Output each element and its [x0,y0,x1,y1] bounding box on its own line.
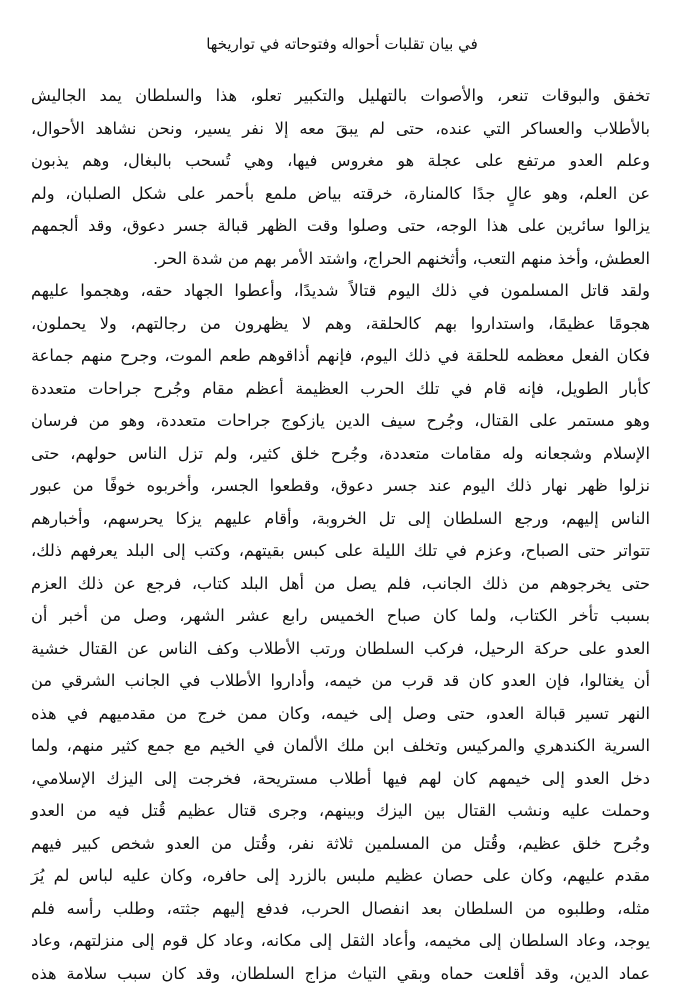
text-line: مثله، وطلبوه من السلطان بعد انفصال الحرب، فدفع إليهم جثته، وطلب رأسه فلم [31,898,650,918]
text-line: بسبب تأخر الكتاب، ولما كان صباح الخميس رابع عشر الشهر، وصل من أخبر أن [31,606,650,625]
text-line: وجُرح خلق عظيم، وقُتل من المسلمين ثلاثة نفر، وقُتل من العدو شخص كبير فيهم [31,833,650,853]
text-line: الإسلام وشجعانه وله مقامات متعددة، وجُرح خلق كثير، ولم تزل الناس حولهم، حتى [31,443,650,463]
text-line: نزلوا ظهر نهار ذلك اليوم عند جسر دعوق، وقطعوا الجسر، وأخربوه خوفًا من عبور [31,476,650,495]
paragraph-end-line: العطش، وأخذ منهم التعب، وأثخنهم الحراج، واشتد الأمر بهم من شدة الحر. [152,248,650,268]
text-line: مقدم عليهم، وكان على حصان عظيم ملبس بالزرد إلى حافره، وكان عليه لباس لم يُرَ [31,866,650,885]
text-line: هجومًا عظيمًا، واستداروا بهم كالحلقة، وهم لا يظهرون من رجالتهم، ولا يحملون، [31,313,650,333]
text-line: كأبار الطويل، فإنه قام في تلك الحرب العظيمة أعظم مقام وجُرح جراحات متعددة [31,378,650,398]
text-line: العدو على حركة الرحيل، فركب السلطان ورتب الأطلاب وكف الناس عن القتال خشية [31,638,650,658]
text-line: وعلم العدو مرتفع على عجلة هو مغروس فيها، وهي تُسحب بالبغال، وهم يذبون [31,151,650,170]
text-line: وحملت عليه ونشب القتال بين اليزك وبينهم، وجرى قتال عظيم قُتل فيه من العدو [31,801,650,820]
text-line: يزالوا سائرين على هذا الوجه، حتى وصلوا وقت الظهر قبالة جسر دعوق، وقد ألجمهم [31,216,650,235]
running-header: في بيان تقلبات أحواله وفتوحاته في تواريخها [206,35,478,53]
text-line: تتواتر حتى الصباح، وعزم في تلك الليلة على كبس بقيتهم، وكتب إلى البلد يعرفهم ذلك، [31,541,650,560]
text-line: يوجد، وعاد السلطان إلى مخيمه، وأعاد الثقل إلى مكانه، وعاد كل قوم إلى منزلتهم، وعاد [31,931,650,950]
text-line: فكان الفعل معظمه للحلقة في ذلك اليوم، فإنهم أذاقوهم طعم الموت، وجرح منهم جماعة [31,346,650,365]
text-line: السرية الكندهري والمركيس وتخلف ابن ملك الألمان في الخيم مع جمع كثير منهم، ولما [31,736,650,755]
text-line: ولقد قاتل المسلمون في ذلك اليوم قتالاً شديدًا، وأعطوا الجهاد حقه، وهجموا عليهم [31,281,650,300]
text-line: حتى يخرجوهم من ذلك الجانب، فلم يصل من أهل البلد كتاب، فرجع عن ذلك العزم [31,573,650,593]
body-text [31,80,650,990]
text-line: بالأطلاب والعساكر التي عنده، حتى لم يبقَ معه إلا نفر يسير، ونحن نشاهد الأحوال، [31,118,650,138]
text-line: تخفق والبوقات تنعر، والأصوات بالتهليل والتكبير تعلو، هذا والسلطان يمد الجاليش [31,86,650,105]
text-line: وهو مستمر على القتال، وجُرح سيف الدين يازكوج جراحات متعددة، وهو من فرسان [31,411,650,430]
text-line: دخل العدو إلى خيمهم كان لهم فيها أطلاب مستريحة، فخرجت إلى اليزك الإسلامي، [31,768,650,788]
text-line: عن العلم، وهو عالٍ جدًا كالمنارة، خرقته بياض ملمع بأحمر على شكل الصلبان، ولم [31,183,650,203]
text-line: الناس إليهم، ورجع السلطان إلى تل الخروبة، وأقام عليهم يزكا يحرسهم، وأخبارهم [31,508,650,528]
text-line: أن يغتالوا، فإن العدو كان قد قرب من خيمه، وأداروا الأطلاب في الجانب الشرقي من [31,671,650,690]
text-line: النهر تسير قبالة العدو، حتى وصل إلى خيمه، وكان ممن خرج من مقدميهم في هذه [31,703,650,723]
text-line: عماد الدين، وقد أقلعت حماه وبقي التياث مزاج السلطان، وقد كان سبب سلامة هذه [31,963,650,983]
